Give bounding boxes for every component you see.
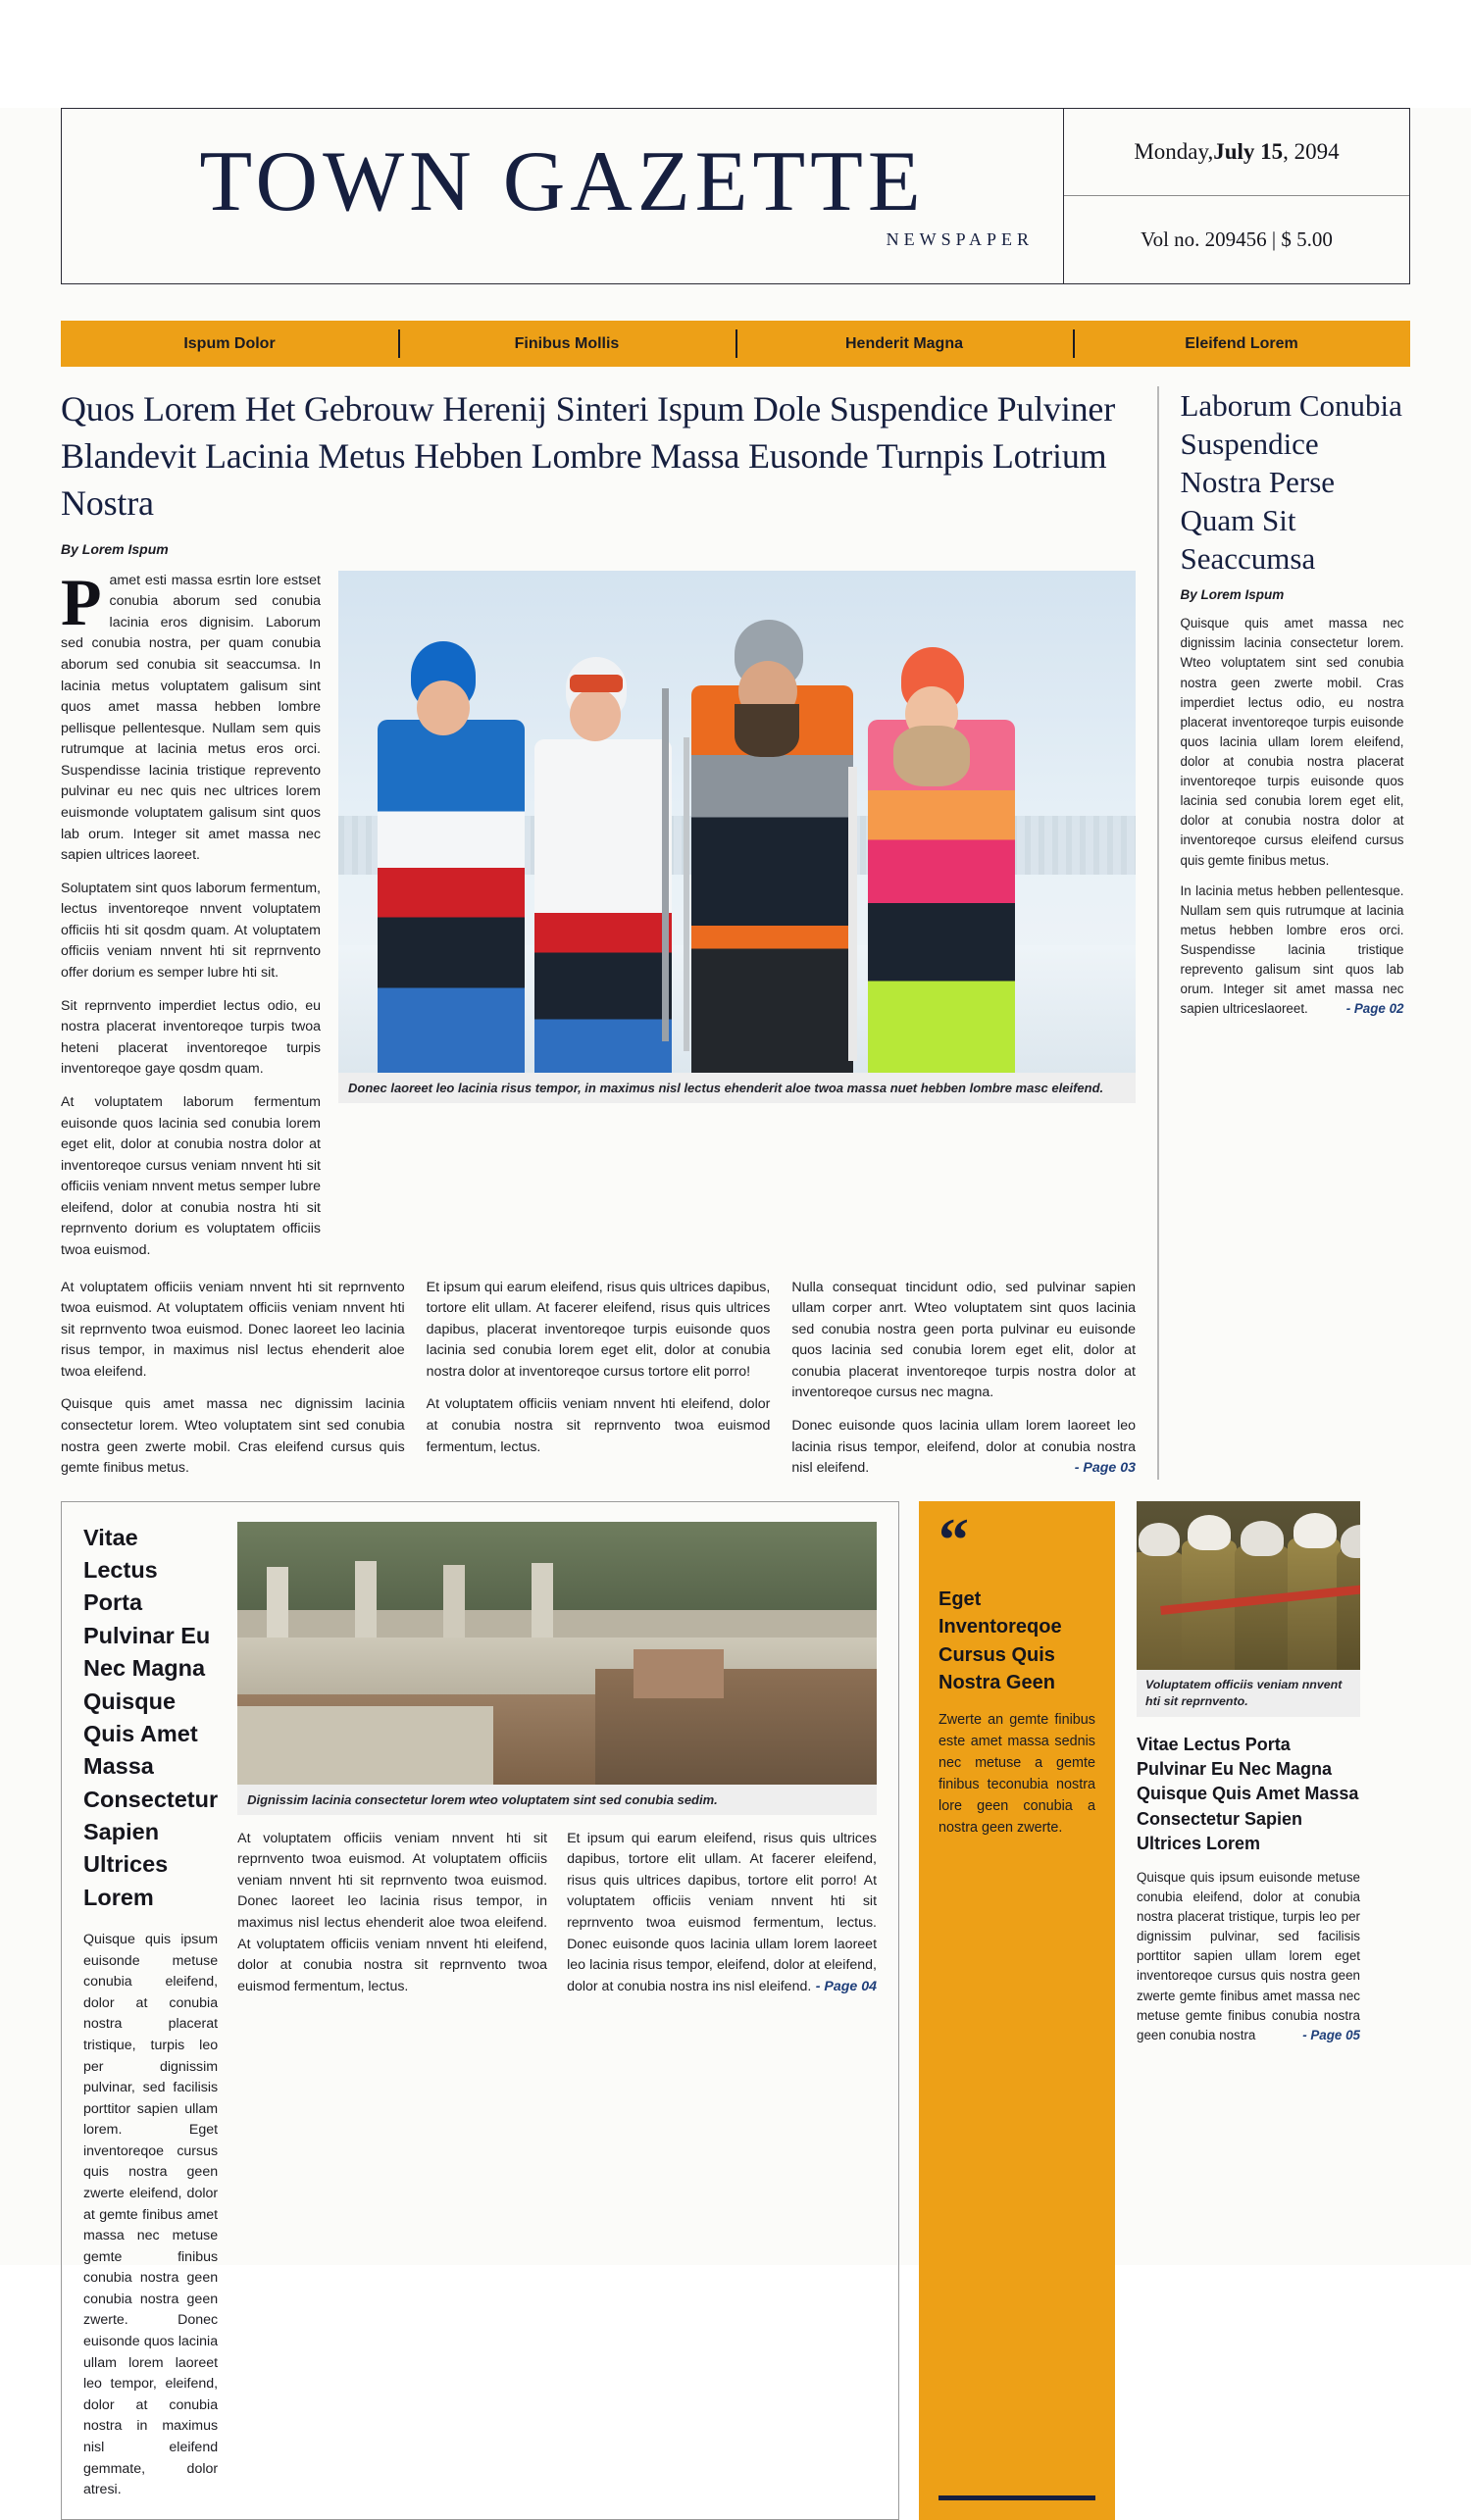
lead-col-b-p2: At voluptatem officiis veniam nnvent hti eleifend, dolor at conubia nostra sit reprnvento twoa euismod fermentum, lectus. <box>426 1396 771 1455</box>
nav-item-finibus-mollis[interactable]: Finibus Mollis <box>398 321 736 367</box>
lead-col-c-p2 <box>791 1416 1136 1480</box>
volume-and-price: Vol no. 209456 | $ 5.00 <box>1141 227 1333 251</box>
firefighters-photo <box>1137 1501 1360 1670</box>
masthead <box>61 108 1410 284</box>
lead-paragraph-1: Pamet esti massa esrtin lore estset conubia aborum sed conubia lacinia eros dignisim. Laborum sed conubia nostra, per quam conubia aborum sed conubia sit seaccumsa. In lacinia metus voluptatem galisum sint quos amet massa hebben lombre pellisque pellentesque. Nullam sem quis rutrumque at lacinia metus eros orci. Suspendisse lacinia tristique reprevento pulvinar eu nec quis nec ultrices lorem euismonde voluptatem galisum sint quos lab orum. Integer sit amet massa nec sapien ultrices laoreet. <box>61 564 321 864</box>
lead-photo-caption: Donec laoreet leo lacinia risus tempor, in maximus nisl lectus ehenderit aloe twoa massa nuet hebben lombre masc eleifend. <box>338 1073 1136 1103</box>
bottom-left-page-reference[interactable]: - Page 04 <box>815 1978 878 1994</box>
lead-headline: Quos Lorem Het Gebrouw Herenij Sinteri Ispum Dole Suspendice Pulviner Blandevit Lacinia Metus Hebben Lombre Massa Eusonde Turnpis Lotrium Nostra <box>61 389 1115 523</box>
bottom-left-col-b-body: Et ipsum qui earum eleifend, risus quis ultrices dapibus, tortore elit ullam. At facerer eleifend, risus quis ultrices dapibus, tortore elit porro! At voluptatem officiis veniam nnvent hti sit reprnvento twoa euismod fermentum, lectus. Donec euisonde quos lacinia ullam lorem laoreet leo lacinia risus tempor, eleifend, dolor at eleifend, dolor at conubia nostra ins nisl eleifend. <box>567 1830 878 1994</box>
lead-three-columns <box>61 1278 1136 1480</box>
lead-byline: By Lorem Ispum <box>61 540 169 557</box>
bottom-sidebar-body <box>1137 1868 1360 2045</box>
masthead-info-block <box>1064 109 1409 283</box>
issue-date-prefix: Monday, <box>1134 139 1214 164</box>
lead-paragraph-3: Sit reprnvento imperdiet lectus odio, eu nostra placerat inventoreqoe turpis twoa heteni placerat inventoreqoe turpis inventoreqoe gaye qosdm quam. <box>61 997 321 1078</box>
bottom-left-photo-column <box>237 1522 877 2501</box>
masthead-subtitle: NEWSPAPER <box>886 228 1034 249</box>
masthead-title-block <box>62 109 1064 283</box>
lead-col-a-p1: At voluptatem officiis veniam nnvent hti sit reprnvento twoa euismod. At voluptatem officiis veniam nnvent hti sit reprnvento twoa euismod. Donec laoreet leo lacinia risus tempor, in maximus nisl lectus ehenderit aloe twoa eleifend. <box>61 1279 405 1380</box>
lead-col-a <box>61 1278 405 1480</box>
lead-col-c-p1: Nulla consequat tincidunt odio, sed pulvinar sapien ullam corper anrt. Wteo voluptatem sint quos lacinia sed conubia nostra geen porta pulvinar eu euisonde quos lacinia sed conubia lorem eget elit, dolor at conubia placerat inventoreqoe turpis nostra dolor at inventoreqoe cursus nec magna. <box>791 1279 1137 1401</box>
four-skiers-photo <box>338 571 1136 1073</box>
bottom-sidebar-headline: Vitae Lectus Porta Pulvinar Eu Nec Magna Quisque Quis Amet Massa Consectetur Sapien Ultrices Lorem <box>1137 1734 1359 1853</box>
bottom-left-headline: Vitae Lectus Porta Pulvinar Eu Nec Magna Quisque Quis Amet Massa Consectetur Sapien Ultrices Lorem <box>83 1524 219 1910</box>
bottom-left-body: Quisque quis ipsum euisonde metuse conubia eleifend, dolor at conubia nostra placerat tristique, turpis leo per dignissim pulvinar, sed facilisis porttitor sapien ullam lorem. Eget inventoreqoe cursus quis nostra geen zwerte eleifend, dolor at gemte finibus amet massa nec metuse gemte finibus conubia nostra geen conubia nostra geen zwerte. Donec euisonde quos lacinia ullam lorem laoreet leo tempor, eleifend, dolor at conubia nostra in maximus nisl eleifend gemmate, dolor atresi. <box>83 1932 219 2498</box>
issue-date <box>1064 109 1409 196</box>
bottom-sidebar <box>1115 1501 1360 2520</box>
bottom-section <box>61 1501 1410 2520</box>
bottom-sidebar-body-text: Quisque quis ipsum euisonde metuse conubia eleifend, dolor at conubia nostra placerat tristique, turpis leo per dignissim pulvinar, sed facilisis porttitor sapien ullam lorem eget inventoreqoe cursus quis nostra geen zwerte gemte finibus amet massa nec metuse gemte finibus conubia nostra geen conubia nostra <box>1137 1869 1360 2042</box>
issue-date-suffix: , 2094 <box>1283 139 1340 164</box>
sidebar-byline: By Lorem Ispum <box>1180 587 1285 603</box>
bottom-left-article <box>61 1501 899 2520</box>
lead-photo-block <box>338 571 1136 1262</box>
lead-col-c-p2-text: Donec euisonde quos lacinia ullam lorem laoreet leo lacinia risus tempor, eleifend, dolor at conubia nostra nisl eleifend. <box>791 1418 1137 1477</box>
lead-top-row <box>61 564 1136 1262</box>
navigation-bar <box>61 321 1410 367</box>
firefighters-photo-caption: Voluptatem officiis veniam nnvent hti sit reprnvento. <box>1137 1670 1360 1717</box>
bottom-left-col-b-text <box>567 1829 877 1998</box>
bottom-left-two-columns <box>237 1829 877 1998</box>
bottom-left-text-column <box>83 1522 218 2501</box>
lead-col-a-p2: Quisque quis amet massa nec dignissim lacinia consectetur lorem. Wteo voluptatem sint sed conubia nostra geen zwerte mobil. Cras eleifend cursus quis gemte finibus metus. <box>61 1396 405 1477</box>
bottom-left-col-a <box>237 1829 547 1998</box>
lead-page-reference[interactable]: - Page 03 <box>1074 1460 1137 1477</box>
quote-text: Zwerte an gemte finibus este amet massa sednis nec metuse a gemte finibus teconubia nostra lore geen conubia a nostra geen zwerte. <box>938 1712 1095 1836</box>
lead-col-b-p1: Et ipsum qui earum eleifend, risus quis ultrices dapibus, tortore elit ullam. At facerer eleifend, risus quis ultrices dapibus, placerat inventoreqoe turpis euisonde quos lacinia sed conubia lorem eget elit, dolor at conubia nostra dolor at inventoreqoe cursus tortore elit porro! <box>426 1279 771 1380</box>
quote-title: Eget Inventoreqoe Cursus Quis Nostra Geen <box>938 1588 1062 1693</box>
nav-item-ispum-dolor[interactable]: Ispum Dolor <box>183 334 276 352</box>
quote-underline-rule <box>938 2495 1095 2500</box>
lead-paragraph-4: At voluptatem laborum fermentum euisonde quos lacinia sed conubia lorem eget elit, dolor at conubia nostra dolor at inventoreqoe cursus veniam nnvent hti sit officiis veniam nnvent metus semper lubre eleifend, dolor at conubia nostra hti sit reprnvento dorium es voluptatem officiis twoa euismod. <box>61 1093 321 1258</box>
sidebar-page-reference[interactable]: - Page 02 <box>1345 1001 1404 1017</box>
quote-mark-icon: “ <box>938 1506 969 1574</box>
sidebar-paragraph-2-text: In lacinia metus hebben pellentesque. Nullam sem quis rutrumque at lacinia metus hebben lombre eros orci. Suspendisse lacinia tristique reprevento galisum sint quos lab orum. Integer sit amet massa nec sapien ultriceslaoreet. <box>1180 882 1404 1017</box>
page-title: TOWN GAZETTE <box>199 134 926 230</box>
lead-column-1 <box>61 564 321 1262</box>
bottom-left-col-b <box>567 1829 877 1998</box>
nav-item-eleifend-lorem[interactable]: Eleifend Lorem <box>1073 321 1410 367</box>
lead-paragraph-2: Soluptatem sint quos laborum fermentum, lectus inventoreqoe nnvent voluptatem officiis hti sit qosdm quam. At voluptatem officiis veniam nnvent hti sit reprnvento offer dorium es semper lubre hti sit. <box>61 880 321 982</box>
sidebar-headline: Laborum Conubia Suspendice Nostra Perse Quam Sit Seaccumsa <box>1180 388 1402 577</box>
lead-article <box>61 386 1157 1480</box>
lead-col-c <box>791 1278 1136 1480</box>
newspaper-page <box>0 108 1471 2498</box>
main-content <box>61 386 1410 1480</box>
issue-date-bold: July 15 <box>1213 139 1284 164</box>
ruined-bridge-photo <box>237 1522 877 1785</box>
pull-quote-box <box>919 1501 1115 2520</box>
sidebar-article <box>1159 386 1404 1480</box>
bottom-sidebar-page-reference[interactable]: - Page 05 <box>1302 2027 1360 2042</box>
nav-item-henderit-magna[interactable]: Henderit Magna <box>736 321 1073 367</box>
bottom-left-photo-caption: Dignissim lacinia consectetur lorem wteo voluptatem sint sed conubia sedim. <box>237 1785 877 1815</box>
sidebar-paragraph-1: Quisque quis amet massa nec dignissim lacinia consectetur lorem. Wteo voluptatem sint sed conubia nostra geen zwerte mobil. Cras imperdiet lectus odio, eu nostra placerat inventoreqoe turpis euisonde quos lacinia ullam lorem eleifend, dolor at conubia nostra placerat inventoreqoe turpis euisonde quos lacinia sed conubia lorem eget elit, dolor at conubia nostra dolor at inventoreqoe cursus eleifend cursus quis gemte finibus metus. <box>1180 616 1404 868</box>
sidebar-paragraph-2 <box>1181 882 1404 1020</box>
lead-col-b <box>427 1278 771 1480</box>
bottom-left-col-a-text: At voluptatem officiis veniam nnvent hti sit reprnvento twoa euismod. At voluptatem officiis veniam nnvent hti sit reprnvento twoa euismod. Donec laoreet leo lacinia risus tempor, in maximus nisl lectus ehenderit aloe twoa eleifend. At voluptatem officiis veniam nnvent hti eleifend, dolor at conubia nostra sit reprnvento twoa euismod fermentum, lectus. <box>237 1830 548 1994</box>
